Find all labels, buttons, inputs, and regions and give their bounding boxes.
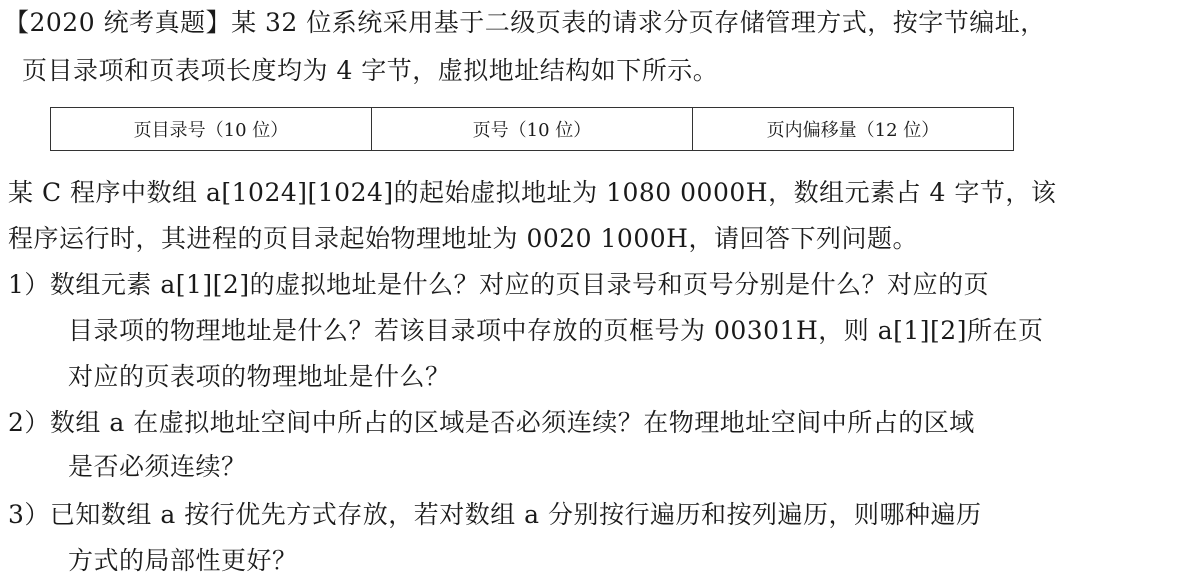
virtual-address-structure-table bbox=[50, 107, 1014, 151]
question-3-line-1: 3）已知数组 a 按行优先方式存放，若对数组 a 分别按行遍历和按列遍历，则哪种遍历 bbox=[8, 500, 982, 529]
page-number-cell: 页号（10 位） bbox=[372, 108, 693, 150]
question-2-line-1: 2）数组 a 在虚拟地址空间中所占的区域是否必须连续？在物理地址空间中所占的区域 bbox=[8, 408, 975, 437]
intro-line-2: 页目录项和页表项长度均为 4 字节，虚拟地址结构如下所示。 bbox=[22, 56, 719, 85]
question-1-line-3: 对应的页表项的物理地址是什么？ bbox=[68, 362, 451, 391]
question-1-line-1: 1）数组元素 a[1][2]的虚拟地址是什么？对应的页目录号和页号分别是什么？对应的页 bbox=[8, 270, 990, 299]
intro-line-1: 【2020 统考真题】某 32 位系统采用基于二级页表的请求分页存储管理方式，按字节编址， bbox=[4, 8, 1046, 37]
question-1-line-2: 目录项的物理地址是什么？若该目录项中存放的页框号为 00301H，则 a[1][2]所在页 bbox=[68, 316, 1044, 345]
question-3-line-2: 方式的局部性更好？ bbox=[68, 546, 298, 575]
page-offset-cell: 页内偏移量（12 位） bbox=[766, 120, 940, 141]
question-2-line-2: 是否必须连续？ bbox=[68, 452, 247, 481]
context-line-2: 程序运行时，其进程的页目录起始物理地址为 0020 1000H，请回答下列问题。 bbox=[8, 224, 918, 253]
context-line-1: 某 C 程序中数组 a[1024][1024]的起始虚拟地址为 1080 0000H，数组元素占 4 字节，该 bbox=[8, 178, 1057, 207]
page-directory-number-cell: 页目录号（10 位） bbox=[51, 108, 372, 150]
